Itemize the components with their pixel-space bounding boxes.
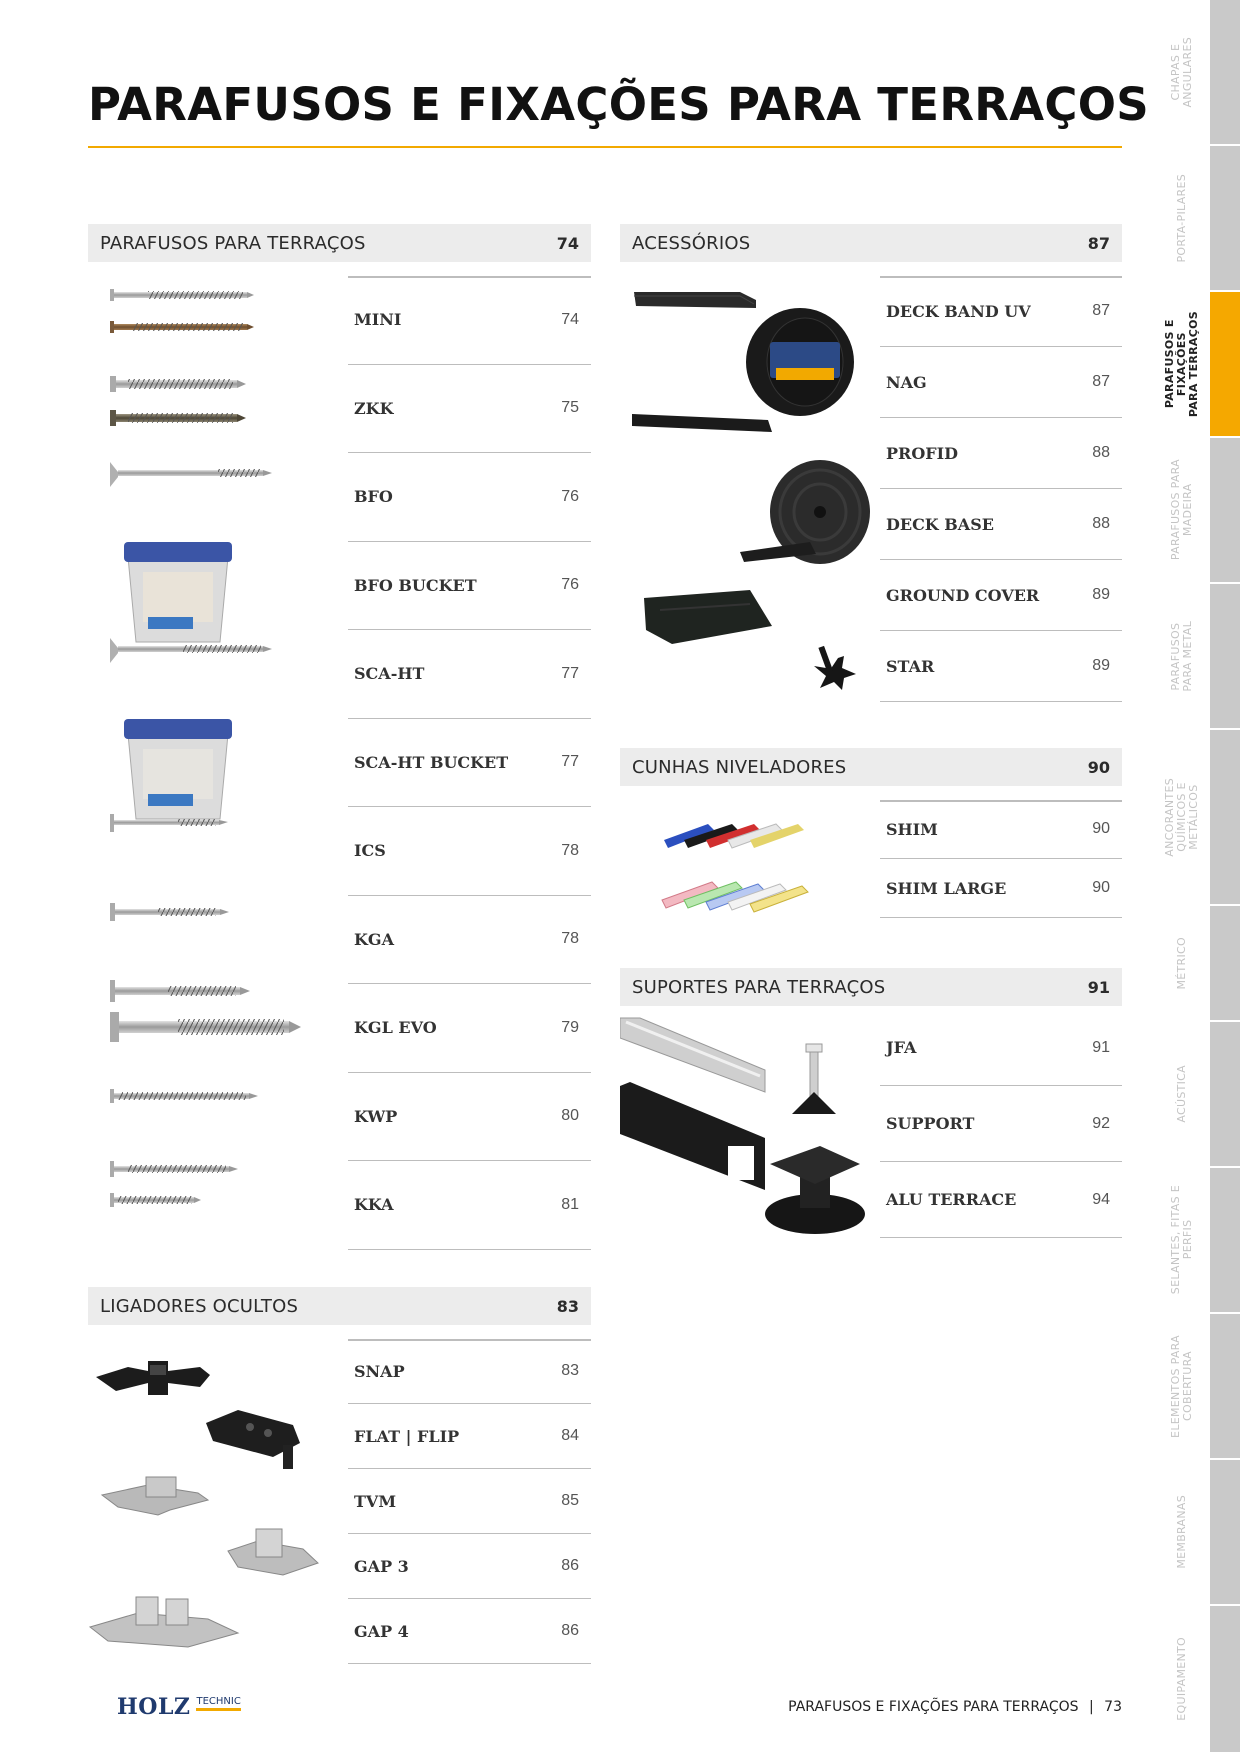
alu-rail-icon — [620, 1018, 765, 1190]
flat-flip-clip-icon — [206, 1410, 300, 1469]
section-page: 90 — [1087, 757, 1110, 777]
item-jfa[interactable] — [880, 1010, 1122, 1086]
item-zkk[interactable] — [348, 365, 591, 454]
sca-ht-bucket-icon — [124, 719, 232, 819]
tvm-clip-icon — [102, 1477, 208, 1515]
item-label: MINI — [354, 310, 402, 330]
side-tab-ancorantes[interactable] — [1155, 730, 1209, 906]
deck-band-uv-icon — [634, 292, 854, 416]
item-label: ICS — [354, 841, 386, 861]
side-tab-acustica[interactable] — [1155, 1022, 1209, 1168]
section-header[interactable] — [620, 224, 1122, 262]
jfa-support-icon — [792, 1044, 836, 1114]
side-strip-cobertura[interactable] — [1210, 1314, 1240, 1460]
accessories-images — [620, 270, 870, 710]
item-label: DECK BASE — [886, 514, 994, 534]
item-shim-large[interactable] — [880, 859, 1122, 918]
side-strip-selantes[interactable] — [1210, 1168, 1240, 1314]
side-tab-label: PARAFUSOS E FIXAÇÕES PARA TERRAÇOS — [1163, 310, 1200, 418]
item-page: 90 — [1092, 820, 1110, 837]
item-mini[interactable] — [348, 276, 591, 365]
shim-icon — [664, 824, 804, 848]
section-title: ACESSÓRIOS — [632, 232, 751, 254]
side-tab-metal[interactable] — [1155, 584, 1209, 730]
item-label: SCA-HT — [354, 664, 425, 684]
side-strip-acustica[interactable] — [1210, 1022, 1240, 1168]
item-page: 92 — [1092, 1114, 1110, 1132]
side-strip-terracos[interactable] — [1210, 292, 1240, 438]
page-number: 73 — [1104, 1699, 1122, 1715]
item-label: DECK BAND UV — [886, 301, 1031, 321]
kka-screw-icon — [110, 1161, 238, 1207]
section-title: LIGADORES OCULTOS — [100, 1295, 299, 1317]
shim-large-icon — [662, 882, 808, 912]
section-page: 74 — [556, 233, 579, 253]
side-tab-label: CHAPAS E ANGULARES — [1169, 36, 1194, 108]
item-alu-terrace[interactable] — [880, 1162, 1122, 1238]
item-label: TVM — [354, 1491, 397, 1511]
item-page: 77 — [561, 664, 579, 682]
item-page: 89 — [1092, 657, 1110, 674]
supports-images — [620, 1014, 870, 1254]
item-label: SNAP — [354, 1361, 405, 1381]
item-label: BFO BUCKET — [354, 575, 477, 595]
item-snap[interactable] — [348, 1339, 591, 1404]
brand-sub: TECHNIC — [196, 1696, 240, 1711]
section-title: CUNHAS NIVELADORES — [632, 756, 847, 778]
title-underline — [88, 146, 1122, 148]
item-label: FLAT | FLIP — [354, 1426, 460, 1446]
item-bfo-bucket[interactable] — [348, 542, 591, 631]
footer-separator: | — [1089, 1699, 1094, 1715]
wedges-images — [620, 790, 870, 920]
side-tab-label: PARAFUSOS PARA MADEIRA — [1169, 459, 1194, 561]
nag-strip-icon — [632, 414, 772, 432]
item-star[interactable] — [880, 631, 1122, 702]
item-page: 86 — [561, 1557, 579, 1574]
side-tab-metrico[interactable] — [1155, 906, 1209, 1022]
item-page: 78 — [561, 841, 579, 859]
item-page: 88 — [1092, 444, 1110, 461]
item-page: 88 — [1092, 515, 1110, 532]
side-tab-label: SELANTES, FITAS E PERFIS — [1169, 1185, 1194, 1295]
item-nag[interactable] — [880, 347, 1122, 418]
item-label: GROUND COVER — [886, 585, 1040, 605]
side-tab-equipamento[interactable] — [1155, 1606, 1209, 1754]
item-label: KWP — [354, 1106, 398, 1126]
side-strip-membranas[interactable] — [1210, 1460, 1240, 1606]
item-label: SCA-HT BUCKET — [354, 752, 509, 772]
item-label: ZKK — [354, 398, 394, 418]
item-page: 76 — [561, 576, 579, 594]
item-page: 83 — [561, 1362, 579, 1379]
item-label: GAP 3 — [354, 1556, 409, 1576]
side-tab-madeira[interactable] — [1155, 438, 1209, 584]
item-deck-base[interactable] — [880, 489, 1122, 560]
side-tab-label: MÉTRICO — [1175, 936, 1188, 990]
brand-name: HOLZ — [117, 1694, 191, 1720]
item-kga[interactable] — [348, 896, 591, 985]
item-profid[interactable] — [880, 418, 1122, 489]
item-page: 87 — [1092, 373, 1110, 390]
item-label: KGA — [354, 929, 394, 949]
item-page: 75 — [561, 399, 579, 417]
side-strip-porta-pilares[interactable] — [1210, 146, 1240, 292]
item-deck-band-uv[interactable] — [880, 276, 1122, 347]
section-supports — [620, 968, 1122, 1253]
item-page: 86 — [561, 1622, 579, 1639]
item-page: 81 — [561, 1195, 579, 1213]
item-label: ALU TERRACE — [886, 1190, 1017, 1209]
section-page: 83 — [556, 1296, 579, 1316]
item-label: STAR — [886, 656, 935, 676]
section-accessories — [620, 224, 1122, 704]
side-tab-porta-pilares[interactable] — [1155, 146, 1209, 292]
item-page: 94 — [1092, 1190, 1110, 1208]
side-tab-label: PARAFUSOS PARA METAL — [1169, 620, 1194, 692]
section-header[interactable] — [620, 748, 1122, 786]
deck-base-roll-icon — [740, 460, 870, 564]
item-page: 87 — [1092, 302, 1110, 319]
bfo-screw-icon — [110, 462, 272, 487]
hidden-connectors-list — [348, 1339, 591, 1669]
ground-cover-icon — [644, 590, 772, 644]
page-title: PARAFUSOS E FIXAÇÕES PARA TERRAÇOS — [88, 78, 1149, 131]
item-kwp[interactable] — [348, 1073, 591, 1162]
side-strip-equipamento[interactable] — [1210, 1606, 1240, 1754]
side-tab-label: ELEMENTOS PARA COBERTURA — [1169, 1334, 1194, 1438]
side-strip-madeira[interactable] — [1210, 438, 1240, 584]
section-header[interactable] — [88, 224, 591, 262]
side-tab-terracos[interactable] — [1155, 292, 1209, 438]
item-tvm[interactable] — [348, 1469, 591, 1534]
section-hidden-connectors — [88, 1287, 591, 1667]
item-label: GAP 4 — [354, 1621, 409, 1641]
section-screws — [88, 224, 591, 1254]
side-tab-membranas[interactable] — [1155, 1460, 1209, 1606]
item-kka[interactable] — [348, 1161, 591, 1250]
screws-images — [88, 272, 318, 1252]
item-flat-flip[interactable] — [348, 1404, 591, 1469]
item-page: 79 — [561, 1018, 579, 1036]
section-page: 91 — [1087, 977, 1110, 997]
side-strip-chapas[interactable] — [1210, 0, 1240, 146]
item-label: SUPPORT — [886, 1114, 975, 1133]
side-tab-chapas[interactable] — [1155, 0, 1209, 146]
gap-4-clip-icon — [90, 1597, 238, 1647]
section-header[interactable] — [620, 968, 1122, 1006]
section-title: SUPORTES PARA TERRAÇOS — [632, 976, 886, 998]
side-tab-label: ACÚSTICA — [1175, 1065, 1188, 1123]
kgl-evo-screw-icon — [110, 980, 301, 1042]
kga-screw-icon — [110, 903, 229, 921]
side-strip-metrico[interactable] — [1210, 906, 1240, 1022]
item-page: 84 — [561, 1427, 579, 1444]
support-pedestal-icon — [765, 1146, 865, 1234]
item-shim[interactable] — [880, 800, 1122, 859]
section-page: 87 — [1087, 233, 1110, 253]
footer — [788, 1699, 1122, 1715]
item-label: PROFID — [886, 443, 958, 463]
item-ics[interactable] — [348, 807, 591, 896]
item-page: 78 — [561, 930, 579, 948]
side-strip-metal[interactable] — [1210, 584, 1240, 730]
item-page: 89 — [1092, 586, 1110, 603]
item-page: 77 — [561, 753, 579, 771]
side-tab-cobertura[interactable] — [1155, 1314, 1209, 1460]
section-wedges — [620, 748, 1122, 918]
kwp-screw-icon — [110, 1089, 258, 1103]
item-label: NAG — [886, 372, 927, 392]
side-tab-label: PORTA-PILARES — [1175, 173, 1188, 263]
item-kgl-evo[interactable] — [348, 984, 591, 1073]
item-page: 85 — [561, 1492, 579, 1509]
item-page: 90 — [1092, 879, 1110, 896]
bfo-bucket-icon — [124, 542, 232, 642]
supports-list — [880, 1010, 1122, 1250]
footer-title: PARAFUSOS E FIXAÇÕES PARA TERRAÇOS — [788, 1699, 1079, 1715]
item-label: KKA — [354, 1195, 394, 1215]
section-title: PARAFUSOS PARA TERRAÇOS — [100, 232, 366, 254]
star-spacer-icon — [814, 646, 856, 690]
item-page: 80 — [561, 1107, 579, 1125]
brand-logo — [117, 1694, 241, 1720]
item-page: 74 — [561, 310, 579, 328]
side-strip-ancorantes[interactable] — [1210, 730, 1240, 906]
item-gap-4[interactable] — [348, 1599, 591, 1664]
snap-clip-icon — [96, 1361, 210, 1395]
accessories-list — [880, 276, 1122, 706]
wedges-list — [880, 800, 1122, 920]
screws-list — [348, 276, 591, 1251]
item-page: 76 — [561, 487, 579, 505]
hidden-connectors-images — [88, 1335, 338, 1665]
side-tab-label: ANCORANTES QUÍMICOS E METÁLICOS — [1163, 777, 1200, 857]
item-ground-cover[interactable] — [880, 560, 1122, 631]
item-bfo[interactable] — [348, 453, 591, 542]
item-gap-3[interactable] — [348, 1534, 591, 1599]
section-header[interactable] — [88, 1287, 591, 1325]
item-label: KGL EVO — [354, 1018, 437, 1038]
item-page: 91 — [1092, 1038, 1110, 1056]
zkk-screw-icon — [110, 376, 246, 426]
item-label: SHIM LARGE — [886, 878, 1007, 898]
item-label: SHIM — [886, 819, 938, 839]
side-tab-selantes[interactable] — [1155, 1168, 1209, 1314]
gap-3-clip-icon — [228, 1529, 318, 1575]
side-tab-label: MEMBRANAS — [1175, 1495, 1188, 1569]
item-sca-ht-bucket[interactable] — [348, 719, 591, 808]
side-tab-label: EQUIPAMENTO — [1175, 1637, 1188, 1721]
item-label: JFA — [886, 1038, 917, 1057]
mini-screw-icon — [110, 289, 254, 333]
item-sca-ht[interactable] — [348, 630, 591, 719]
item-label: BFO — [354, 487, 393, 507]
item-support[interactable] — [880, 1086, 1122, 1162]
